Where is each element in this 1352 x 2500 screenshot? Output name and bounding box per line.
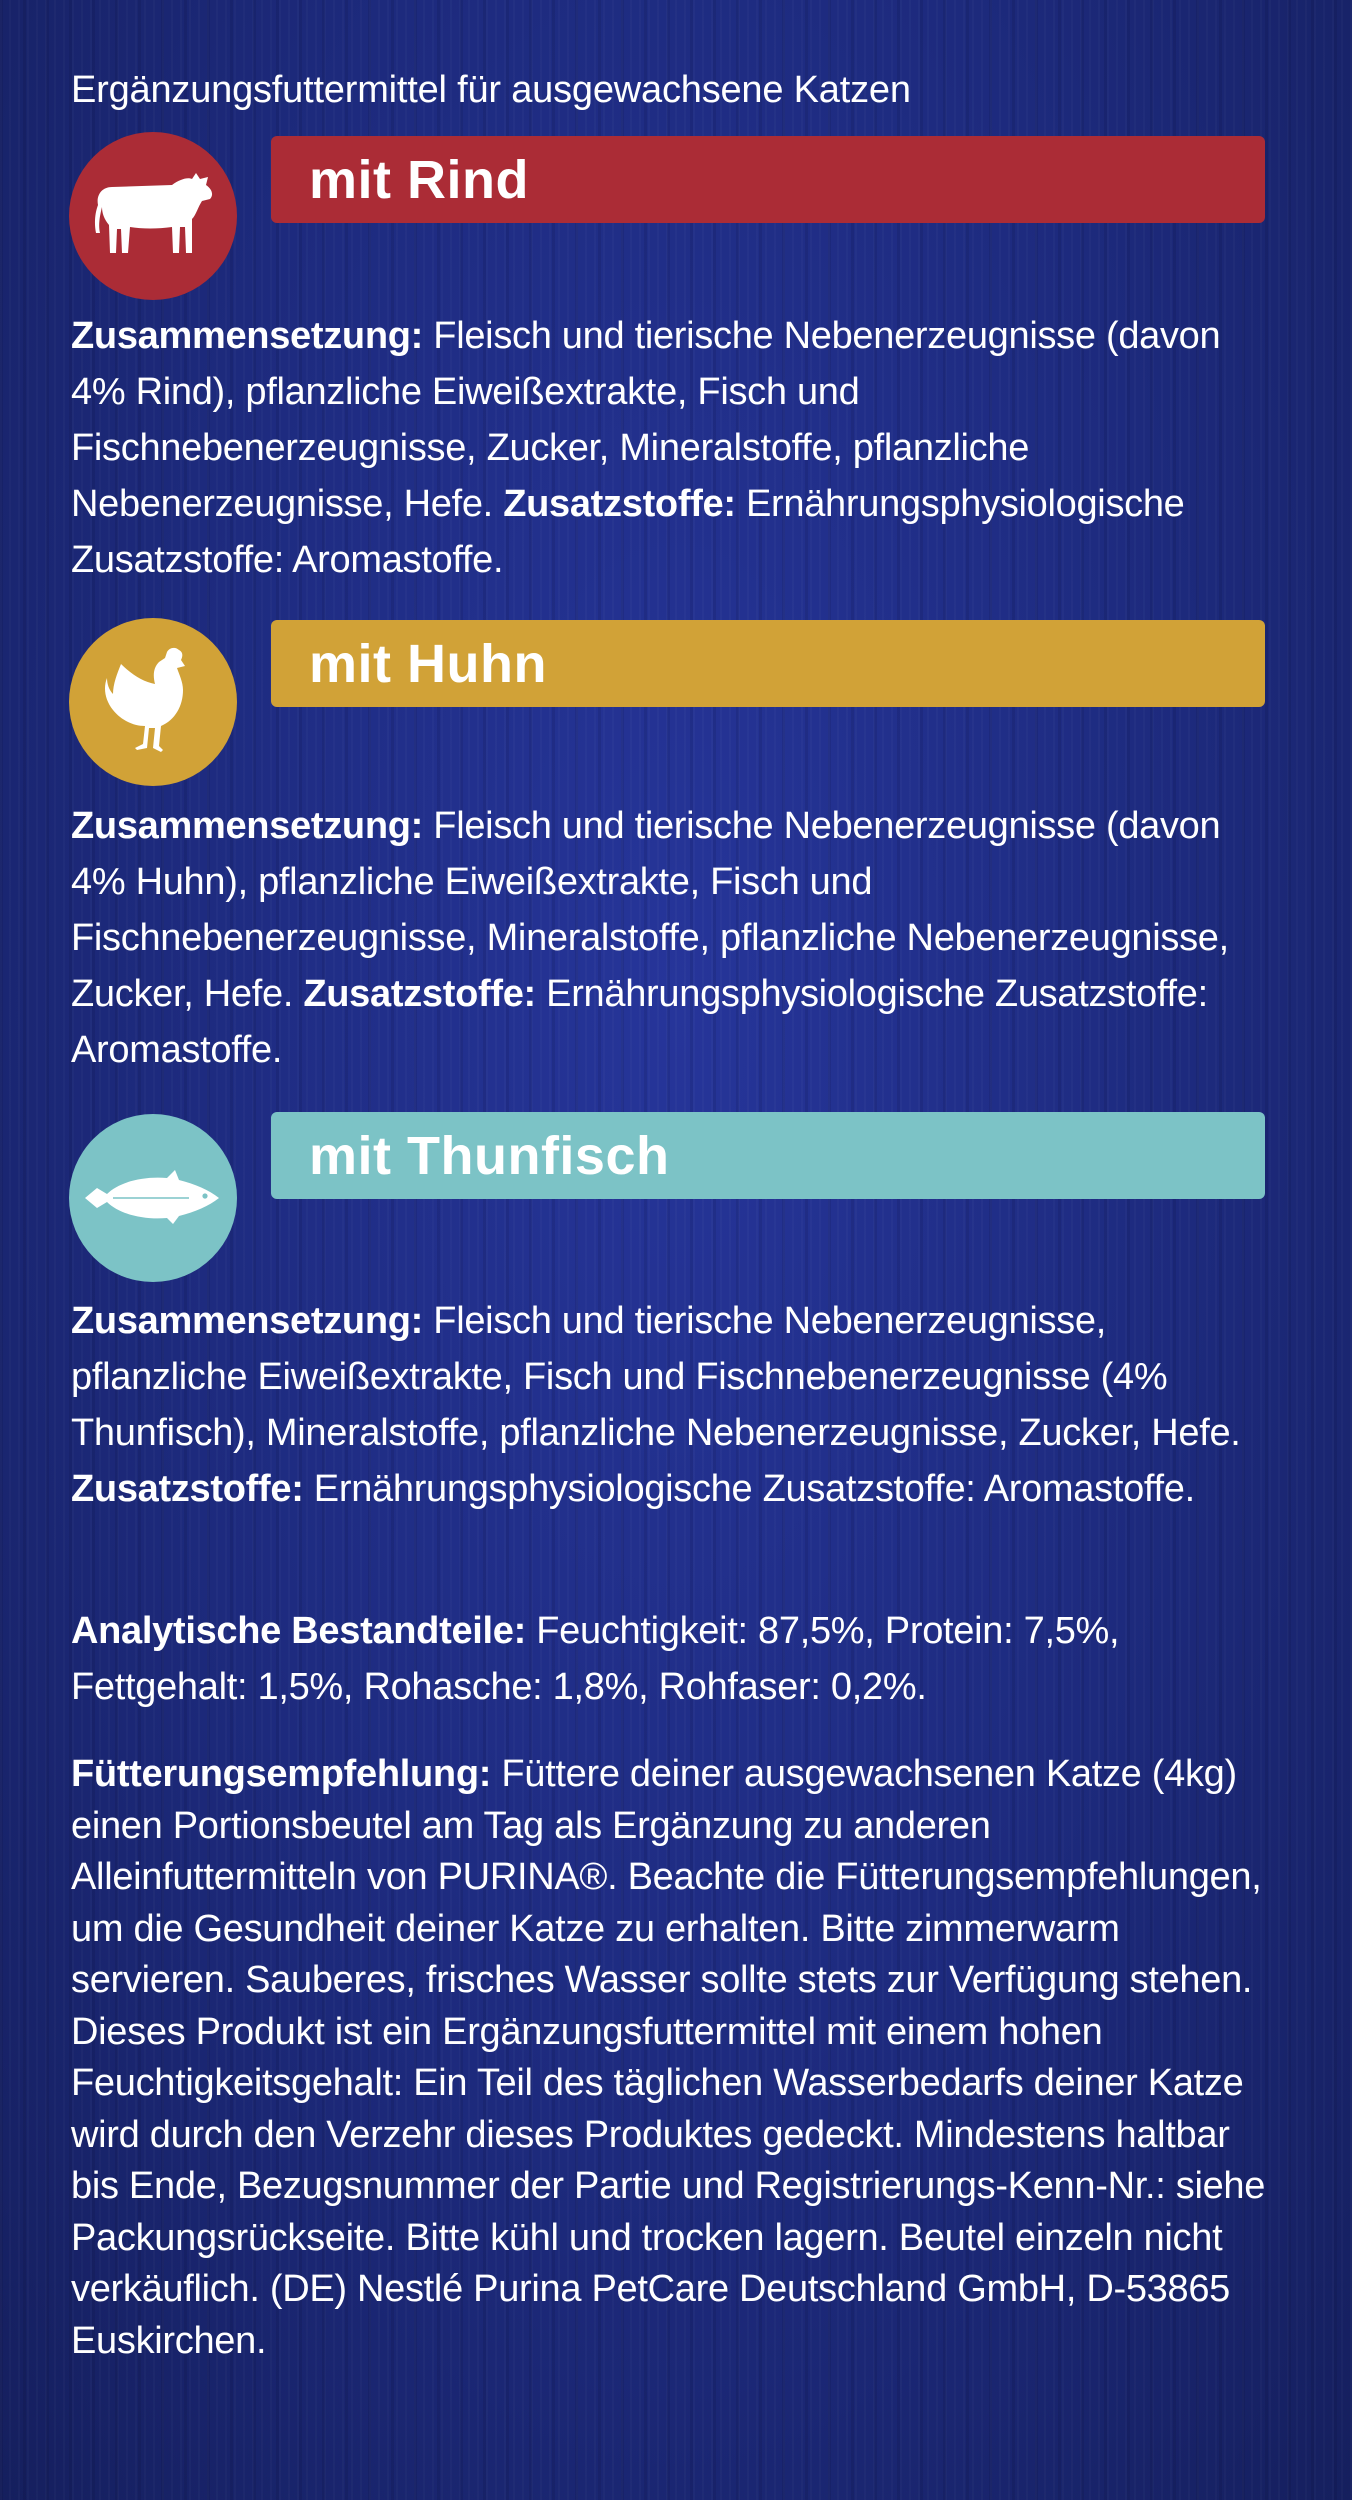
chicken-icon	[103, 644, 203, 760]
additives-label: Zusatzstoffe:	[71, 1468, 304, 1510]
composition-rind	[71, 308, 1271, 588]
analytic-text: Feuchtigkeit: 87,5%, Protein: 7,5%, Fettgehalt: 1,5%, Rohasche: 1,8%, Rohfaser: 0,2%.	[71, 1610, 1120, 1708]
composition-label: Zusammensetzung:	[71, 315, 424, 357]
additives-label: Zusatzstoffe:	[503, 483, 736, 525]
composition-label: Zusammensetzung:	[71, 1300, 424, 1342]
additives-label: Zusatzstoffe:	[303, 973, 536, 1015]
additives-text: Ernährungsphysiologische Zusatzstoffe: Aromastoffe.	[71, 973, 1208, 1071]
analytic-constituents	[71, 1603, 1171, 1715]
tuna-icon	[83, 1168, 223, 1228]
additives-text: Ernährungsphysiologische Zusatzstoffe: Aromastoffe.	[71, 483, 1185, 581]
composition-thunfisch	[71, 1293, 1271, 1517]
additives-text: Ernährungsphysiologische Zusatzstoffe: Aromastoffe.	[303, 1468, 1195, 1510]
composition-huhn	[71, 798, 1271, 1078]
title-band-huhn	[271, 620, 1265, 707]
title-thunfisch: mit Thunfisch	[309, 1125, 670, 1186]
rind-badge	[69, 132, 237, 300]
feeding-text: Füttere deiner ausgewachsenen Katze (4kg) einen Portionsbeutel am Tag als Ergänzung zu anderen Alleinfuttermitteln von PURINA®. Beachte die Fütterungsempfehlungen, um die Gesundheit deiner Katze zu erhalten. Bitte zimmerwarm servieren. Sauberes, frisches Wasser sollte stets zur Verfügung stehen. Dieses Produkt ist ein Ergänzungsfuttermittel mit einem hohen Feuchtigkeitsgehalt: Ein Teil des täglichen Wasserbedarfs deiner Katze wird durch den Verzehr dieses Produktes gedeckt. Mindestens haltbar bis Ende, Bezugsnummer der Partie und Registrierungs-Kenn-Nr.: siehe Packungsrückseite. Bitte kühl und trocken lagern. Beutel einzeln nicht verkäuflich. (DE) Nestlé Purina PetCare Deutschland GmbH, D-53865 Euskirchen.	[71, 1753, 1266, 2362]
composition-text: Fleisch und tierische Nebenerzeugnisse, pflanzliche Eiweißextrakte, Fisch und Fischnebenerzeugnisse (4% Thunfisch), Mineralstoffe, pflanzliche Nebenerzeugnisse, Zucker, Hefe.	[71, 1300, 1241, 1454]
title-band-rind	[271, 136, 1265, 223]
analytic-label: Analytische Bestandteile:	[71, 1610, 526, 1652]
feeding-recommendation	[71, 1749, 1281, 2367]
composition-text: Fleisch und tierische Nebenerzeugnisse (davon 4% Rind), pflanzliche Eiweißextrakte, Fisch und Fischnebenerzeugnisse, Zucker, Mineralstoffe, pflanzliche Nebenerzeugnisse, Hefe.	[71, 315, 1221, 525]
title-band-thunfisch	[271, 1112, 1265, 1199]
title-huhn: mit Huhn	[309, 633, 547, 694]
feeding-label: Fütterungsempfehlung:	[71, 1753, 492, 1795]
intro-text: Ergänzungsfuttermittel für ausgewachsene Katzen	[71, 69, 911, 111]
thunfisch-badge	[69, 1114, 237, 1282]
composition-label: Zusammensetzung:	[71, 805, 424, 847]
cow-icon	[92, 171, 214, 261]
title-rind: mit Rind	[309, 149, 529, 210]
composition-text: Fleisch und tierische Nebenerzeugnisse (davon 4% Huhn), pflanzliche Eiweißextrakte, Fisch und Fischnebenerzeugnisse, Mineralstoffe, pflanzliche Nebenerzeugnisse, Zucker, Hefe.	[71, 805, 1229, 1015]
huhn-badge	[69, 618, 237, 786]
